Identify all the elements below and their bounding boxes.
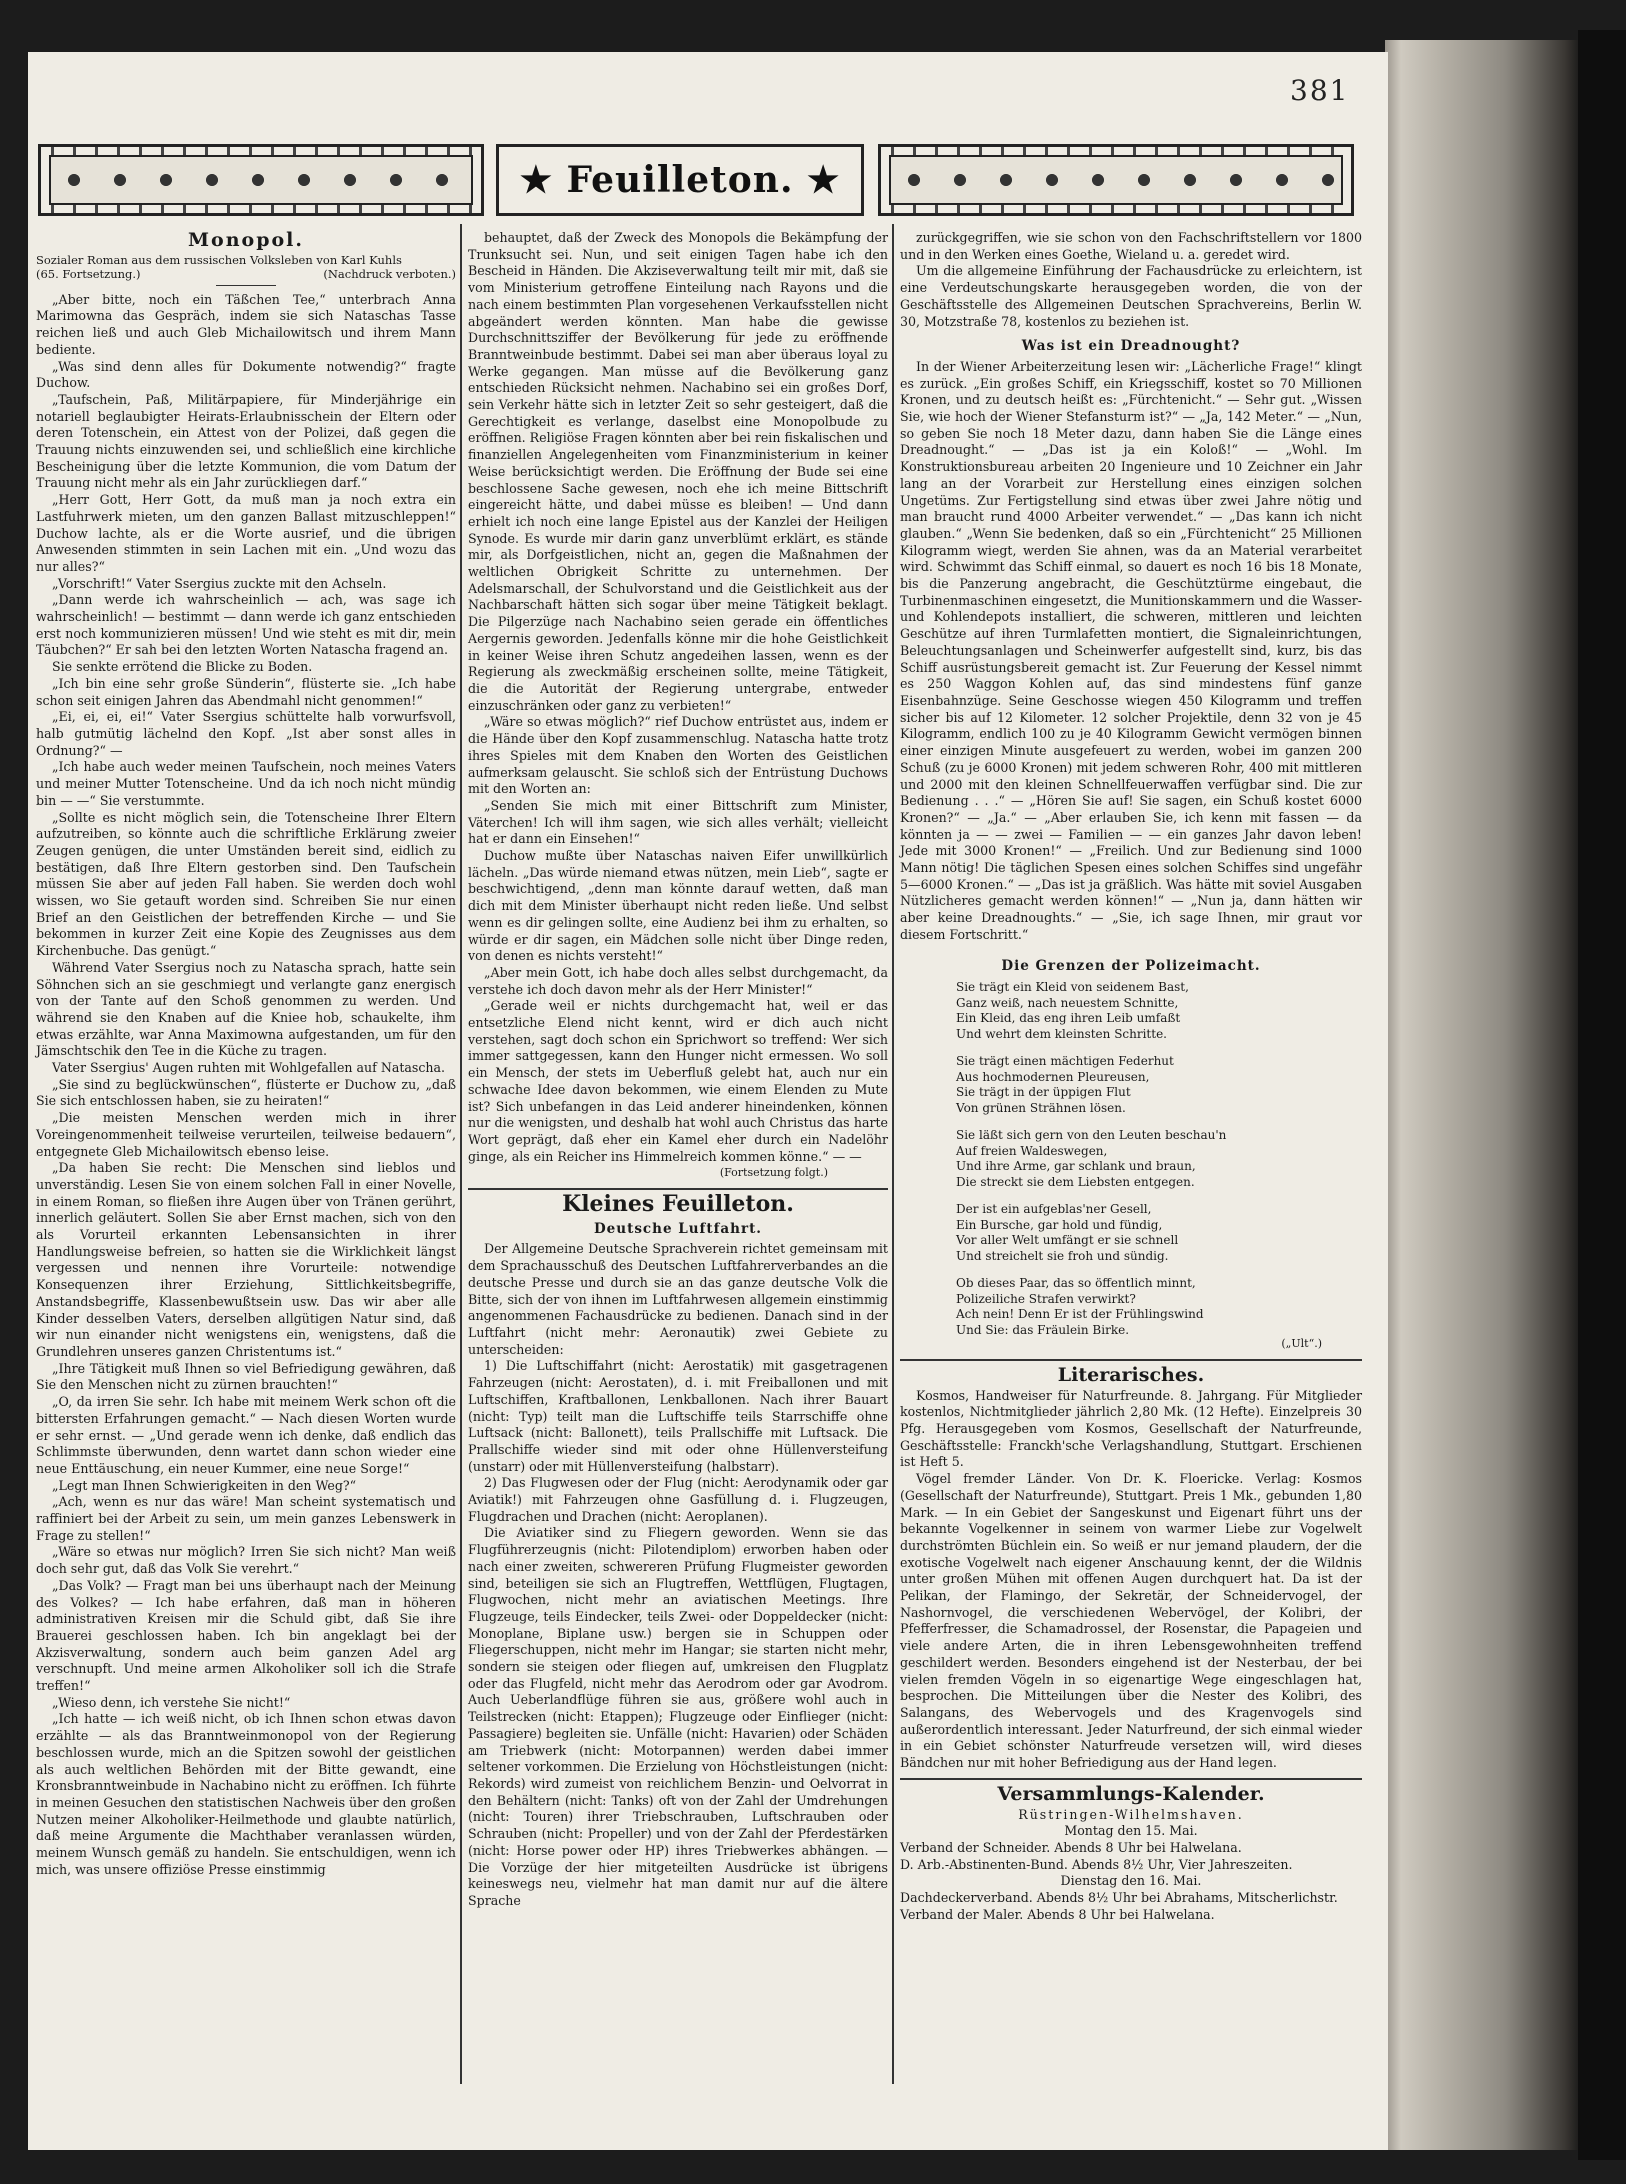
paragraph: „Ich bin eine sehr große Sünderin“, flüsterte sie. „Ich habe schon seit einigen Jahren das Abendmahl nicht genommen!“ — [36, 675, 456, 708]
paragraph: „Wäre so etwas möglich?“ rief Duchow entrüstet aus, indem er die Hände über den Kopf zusammenschlug. Natascha hatte trotz ihres Spieles mit dem Knaben den Worten des Geistlichen aufmerksam gelauscht. Sie schloß sich der Entrüstung Duchows mit den Worten an: — [468, 714, 888, 797]
poem-line: Die streckt sie dem Liebsten entgegen. — [956, 1174, 1195, 1189]
paragraph: Kosmos, Handweiser für Naturfreunde. 8. Jahrgang. Für Mitglieder kostenlos, Nichtmitglieder jährlich 2,80 Mk. (12 Hefte). Einzelpreis 30 Pfg. Herausgegeben vom Kosmos, Gesellschaft der Naturfreunde, Geschäftsstelle: Franckh'sche Verlagshandlung, Stuttgart. Erschienen ist Heft 5. — [900, 1387, 1362, 1470]
kalender-entry: Verband der Maler. Abends 8 Uhr bei Halwelana. — [900, 1906, 1215, 1922]
ornament-left — [38, 144, 484, 216]
kalender-place: Rüstringen-Wilhelmshaven. — [1018, 1806, 1244, 1822]
paragraph: „Vorschrift!“ Vater Ssergius zuckte mit den Achseln. — [52, 575, 387, 591]
poem-line: Auf freien Waldeswegen, — [956, 1143, 1108, 1158]
paragraph: „Senden Sie mich mit einer Bittschrift zum Minister, Väterchen! Ich will ihm sagen, wie sich alles verhält; vielleicht hat er dann ein Einsehen!“ — [468, 797, 888, 847]
paragraph: „Das Volk? — Fragt man bei uns überhaupt nach der Meinung des Volkes? — Ich habe erfahren, daß man in höheren administrativen Kreisen mir die Schuld gibt, daß Sie ihre Brauerei geschlossen haben. Ich bin angeklagt bei der Akzisverwaltung, sondern auch beim ganzen Adel arg verschnupft. Und meine armen Alkoholiker soll ich die Strafe treffen!“ — [36, 1577, 456, 1694]
book-edge — [1578, 30, 1626, 2160]
paragraph: zurückgegriffen, wie sie schon von den Fachschriftstellern vor 1800 und in den Werken eines Goethe, Wieland u. a. geredet wird. — [900, 230, 1362, 262]
paragraph: Sie senkte errötend die Blicke zu Boden. — [52, 659, 313, 675]
paragraph: Der Allgemeine Deutsche Sprachverein richtet gemeinsam mit dem Sprachausschuß des Deutschen Luftfahrerverbandes an die deutsche Presse und durch sie an das ganze deutsche Volk die Bitte, sich der von ihnen im Luftfahrwesen allgemein einstimmig angenommenen Fachausdrücke zu bedienen. Danach sind in der Luftfahrt (nicht mehr: Aeronautik) zwei Gebiete zu unterscheiden: — [468, 1241, 888, 1357]
banner-title: ★ Feuilleton. ★ — [519, 159, 841, 201]
paragraph: „Was sind denn alles für Dokumente notwendig?“ fragte Duchow. — [36, 358, 456, 391]
monopol-meta — [36, 267, 456, 281]
paragraph: Vater Ssergius' Augen ruhten mit Wohlgefallen auf Natascha. — [52, 1060, 446, 1076]
column-divider-2 — [892, 224, 894, 2084]
monopol-text-continued — [468, 230, 888, 1165]
kalender-day-2-items — [900, 1890, 1362, 1923]
paragraph: „Wieso denn, ich verstehe Sie nicht!“ — [52, 1694, 291, 1710]
poem-line: Und Sie: das Fräulein Birke. — [956, 1322, 1130, 1337]
kalender-entry: D. Arb.-Abstinenten-Bund. Abends 8½ Uhr, Vier Jahreszeiten. — [900, 1856, 1293, 1872]
poem-line: Und streichelt sie froh und sündig. — [956, 1248, 1169, 1263]
feuilleton-banner — [38, 144, 1348, 214]
paragraph: „Herr Gott, Herr Gott, da muß man ja noch extra ein Lastfuhrwerk mieten, um den ganzen Ballast mitzuschleppen!“ Duchow lachte, als er die Worte ausrief, und die übrigen Anwesenden stimmten in sein Lachen mit ein. „Und wozu das nur alles?“ — [36, 492, 456, 574]
poem-line: Sie läßt sich gern von den Leuten beschau'n — [956, 1128, 1227, 1143]
poem-line: Ganz weiß, nach neuestem Schnitte, — [956, 995, 1179, 1010]
paragraph: „Legt man Ihnen Schwierigkeiten in den Weg?“ — [52, 1477, 357, 1493]
section-rule — [900, 1778, 1362, 1780]
monopol-continuation: (65. Fortsetzung.) — [36, 266, 141, 281]
dreadnought-heading: Was ist ein Dreadnought? — [1021, 338, 1241, 355]
paragraph: Vögel fremder Länder. Von Dr. K. Floericke. Verlag: Kosmos (Gesellschaft der Naturfreunde), Stuttgart. Preis 1 Mk., gebunden 1,80 Mark. — In ein Gebiet der Sangeskunst und Eigenart führt uns der bekannte Vogelkenner in seinem von warmer Liebe zur Vogelwelt durchströmten Büchlein ein. So weiß er nur jemand plaudern, der die exotische Vogelwelt nach eigener Anschauung kennt, der die Wildnis unter großen Mühen mit offenen Augen durchquert hat. Da ist der Pelikan, der Flamingo, der Sekretär, der Schneidervogel, der Nashornvogel, die verschiedenen Webervögel, der Kolibri, der Pfefferfresser, die Schamadrossel, der Rosenstar, die Papageien und viele andere Arten, die in ihren Lebensgewohnheiten treffend geschildert werden. Besonders eingehend ist der Nesterbau, der bei vielen fremden Vögeln in so eigenartige Wege eingeschlagen hat, besprochen. Die Mitteilungen über die Nester des Kolibri, des Salangans, des Webervogels und des Kragenvogels sind außerordentlich interessant. Jeder Naturfreund, der sich einmal wieder in ein Gebiet schönster Naturfreude versetzen will, wird dieses Bändchen nur mit hoher Befriedigung aus der Hand legen. — [900, 1471, 1362, 1771]
poem-line: Sie trägt in der üppigen Flut — [956, 1085, 1131, 1100]
paragraph: In der Wiener Arbeiterzeitung lesen wir: „Lächerliche Frage!“ klingt es zurück. „Ein großes Schiff, ein Kriegsschiff, kostet so 70 Millionen Kronen, und zu deutsch heißt es: „Fürchtenicht.“ — Sehr gut. „Wissen Sie, wie hoch der Wiener Stefansturm ist?“ — „Ja, 142 Meter.“ — „Nun, so geben Sie noch 18 Meter dazu, dann haben Sie die Länge eines Dreadnought.“ — „Das ist ja ein Koloß!“ — „Wohl. Im Konstruktionsbureau arbeiten 20 Ingenieure und 10 Zeichner ein Jahr lang an der Vorarbeit zur Herstellung eines einzigen solchen Ungetüms. Zur Fertigstellung sind etwas über zwei Jahre nötig und man braucht rund 4000 Arbeiter verwendet.“ — „Das kann ich nicht glauben.“ „Wenn Sie bedenken, daß so ein „Fürchtenicht“ 25 Millionen Kilogramm wiegt, werden Sie ahnen, was da an Material verarbeitet wird. Schwimmt das Schiff einmal, so dauert es noch 16 bis 18 Monate, bis die Panzerung angebracht, die Geschütztürme eingebaut, die Turbinenmaschinen eingesetzt, die Munitionskammern und die Wasser- und Kohlendepots installiert, die schweren, mittleren und leichten Geschütze auf ihren Turmlafetten montiert, die Signaleinrichtungen, Beleuchtungsanlagen und Scheinwerfer aufgestellt sind, kurz, bis das Schiff ausrüstungsbereit gemacht ist. Zur Feuerung der Kessel nimmt es 250 Waggon Kohlen auf, das sind mindestens fünf ganze Eisenbahnzüge. Seine Geschosse wiegen 450 Kilogramm und treffen sicher bis auf 12 Kilometer. 12 solcher Projektile, denn 32 von je 45 Kilogramm, endlich 100 zu je 40 Kilogramm Gewicht vermögen binnen einer einzigen Minute ausgefeuert zu werden, wobei im ganzen 200 Schuß (zu je 6000 Kronen) mit jedem schweren Rohr, 400 mit mittleren und 2000 mit den kleinen Schnellfeuerwaffen verfügbar sind. Die zur Bedienung . . .“ — „Hören Sie auf! Sie sagen, ein Schuß kostet 6000 Kronen?“ — „Ja.“ — „Aber erlauben Sie, ich kenn mit fassen — da könnten ja — — zwei — Familien — — ein ganzes Jahr davon leben! Jede mit 3000 Kronen!“ — „Freilich. Und zur Bedienung sind 1000 Mann nötig! Die täglichen Spesen eines solchen Schiffes sind ungefähr 5—6000 Kronen.“ — „Das ist ja gräßlich. Was hätte mit soviel Ausgaben Nützlicheres gemacht werden können!“ — „Nun ja, dann hätten wir aber keine Dreadnoughts.“ — „Sie, ich sage Ihnen, mir graut vor diesem Fortschritt.“ — [900, 358, 1362, 942]
poem-line: Von grünen Strähnen lösen. — [956, 1100, 1126, 1115]
paragraph: „Ei, ei, ei, ei!“ Vater Ssergius schüttelte halb vorwurfsvoll, halb gutmütig lächelnd den Kopf. „Ist aber sonst alles in Ordnung?“ — — [36, 709, 456, 758]
paragraph: Duchow mußte über Nataschas naiven Eifer unwillkürlich lächeln. „Das würde niemand etwas nützen, mein Lieb“, sagte er beschwichtigend, „denn man könnte darauf wetten, daß man dich mit dem Minister überhaupt nicht reden ließe. Und selbst wenn es dir gelingen sollte, eine Audienz bei ihm zu erhalten, so würde er dir sagen, ein Mädchen solle nicht über Dinge reden, von denen es nichts versteht!“ — [468, 848, 888, 964]
luftfahrt-text-continued — [900, 230, 1362, 330]
kalender-entry: Dachdeckerverband. Abends 8½ Uhr bei Abrahams, Mitscherlichstr. — [900, 1890, 1338, 1906]
luftfahrt-text — [468, 1241, 888, 1909]
poem-line: Und wehrt dem kleinsten Schritte. — [956, 1026, 1167, 1041]
poem-line: Ach nein! Denn Er ist der Frühlingswind — [956, 1307, 1204, 1322]
paragraph: „Wäre so etwas nur möglich? Irren Sie sich nicht? Man weiß doch sehr gut, daß das Volk Sie verehrt.“ — [36, 1544, 456, 1577]
poem-line: Und ihre Arme, gar schlank und braun, — [956, 1159, 1196, 1174]
paragraph: „Aber bitte, noch ein Täßchen Tee,“ unterbrach Anna Marimowna das Gespräch, indem sie sich Nataschas Tasse reichen ließ und auch Gleb Michailowitsch und ihrem Mann bediente. — [36, 291, 456, 357]
newspaper-page — [28, 52, 1388, 2150]
paragraph: „Die meisten Menschen werden mich in ihrer Voreingenommenheit teilweise verurteilen, teilweise bedauern“, entgegnete Gleb Michailowitsch ebenso leise. — [36, 1110, 456, 1159]
poem-line: Aus hochmodernen Pleureusen, — [956, 1069, 1150, 1084]
poem-line: Vor aller Welt umfängt er sie schnell — [956, 1233, 1179, 1248]
paragraph: „Aber mein Gott, ich habe doch alles selbst durchgemacht, da verstehe ich doch davon mehr als der Herr Minister!“ — [468, 964, 888, 997]
poem-line: Sie trägt einen mächtigen Federhut — [956, 1054, 1174, 1069]
kalender-day-1: Montag den 15. Mai. — [1064, 1823, 1198, 1839]
poem-stanza — [956, 1202, 1362, 1264]
kalender-day-1-items — [900, 1840, 1362, 1873]
monopol-copyright: (Nachdruck verboten.) — [323, 266, 456, 281]
kalender-day-2: Dienstag den 16. Mai. — [1060, 1873, 1202, 1889]
monopol-text — [36, 292, 456, 1879]
paragraph: behauptet, daß der Zweck des Monopols die Bekämpfung der Trunksucht sei. Nun, und seit einigen Tagen habe ich den Bescheid in Händen. Die Akziseverwaltung teilt mir mit, daß sie vom Ministerium getroffene Einteilung nach Rayons und die nach einem bestimmten Plan vorgesehenen Verkaufsstellen nicht abgeändert werden könnten. Man habe die gewisse Durchschnittsziffer der Bevölkerung für jede zu eröffnende Branntweinbude bestimmt. Dabei sei man aber überaus loyal zu Werke gegangen. Man müsse auf die Bevölkerung ganz entschieden Rücksicht nehmen. Nachabino sei ein großes Dorf, sein Verkehr hätte sich in letzter Zeit so sehr gesteigert, daß die Gerechtigkeit es verlange, daselbst eine Monopolbude zu eröffnen. Religiöse Fragen könnten aber bei rein fiskalischen und finanziellen Angelegenheiten vom Finanzministerium in keiner Weise berücksichtigt werden. Die Eröffnung der Bude sei eine beschlossene Sache gewesen, noch ehe ich meine Bittschrift eingereicht hätte, und dabei müsse es bleiben! — Und dann erhielt ich noch eine lange Epistel aus der Kanzlei der Heiligen Synode. Es wurde mir darin ganz unverblümt erklärt, es stände mir, als Dorfgeistlichen, nicht an, gegen die Maßnahmen der weltlichen Obrigkeit Schritte zu unternehmen. Der Adelsmarschall, der Schulvorstand und die Geistlichkeit aus der Nachbarschaft hätten sich sogar über meine Tätigkeit beklagt. Die Pilgerzüge nach Nachabino seien gerade ein öffentliches Aergernis geworden. Jedenfalls könne mir die hohe Geistlichkeit in keiner Weise ihren Schutz angedeihen lassen, wenn es der Regierung als zweckmäßig erscheinen sollte, meine Tätigkeit, die die Autorität der Regierung untergrabe, entweder einzuschränken oder ganz zu verbieten!“ — [468, 230, 888, 713]
paragraph: „Sie sind zu beglückwünschen“, flüsterte er Duchow zu, „daß Sie sich entschlossen haben, sie zu heiraten!“ — [36, 1076, 456, 1109]
paragraph: Während Vater Ssergius noch zu Natascha sprach, hatte sein Söhnchen sich an sie geschmiegt und verlangte ganz energisch von der Tante auf den Schoß genommen zu werden. Und während sie den Knaben auf die Kniee hob, schaukelte, ihm etwas erzählte, war Anna Maximowna aufgestanden, um für den Jämschtschik den Tee in die Küche zu tragen. — [36, 959, 456, 1059]
poem-line: Sie trägt ein Kleid von seidenem Bast, — [956, 980, 1189, 995]
fortsetzung-note: (Fortsetzung folgt.) — [719, 1166, 828, 1180]
poem-signature: („Ult“.) — [1281, 1337, 1322, 1351]
paragraph: „Dann werde ich wahrscheinlich — ach, was sage ich wahrscheinlich! — bestimmt — dann werde ich ganz entschieden erst noch kommunizieren müssen! Und wie steht es mit dir, mein Täubchen?“ Er sah bei den letzten Worten Natascha fragend an. — [36, 592, 456, 658]
paragraph: Um die allgemeine Einführung der Fachausdrücke zu erleichtern, ist eine Verdeutschungskarte herausgegeben worden, die von der Geschäftsstelle des Allgemeinen Deutschen Sprachvereins, Berlin W. 30, Motzstraße 78, kostenlos zu beziehen ist. — [900, 263, 1362, 329]
column-2 — [468, 230, 888, 1910]
literarisches-text — [900, 1388, 1362, 1772]
page-number: 381 — [1290, 74, 1350, 107]
poem-stanza — [956, 1276, 1362, 1338]
paragraph: „Da haben Sie recht: Die Menschen sind lieblos und unverständig. Lesen Sie von einem solchen Fall in einer Novelle, in einem Roman, so fließen ihre Augen über von Tränen gerührt, innerlich geläutert. Sollen Sie aber Ernst machen, sich von den als Vorurteil erkannten Lebensansichten in ihrer Handlungsweise befreien, so hatten sie die Wirklichkeit längst vergessen und nennen ihre Vorurteile: notwendige Konsequenzen ihrer Erziehung, Sittlichkeitsbegriffe, Anstandsbegriffe, Klassenbewußtsein usw. Das wir aber alle Kinder desselben Vaters, derselben allgütigen Natur sind, daß wir nun einander nicht wenigstens ein, wenigstens, daß die Grundlehren unseres ganzen Christentums ist.“ — [36, 1160, 456, 1359]
column-divider-1 — [460, 224, 462, 2084]
poem-line: Ob dieses Paar, das so öffentlich minnt, — [956, 1276, 1196, 1291]
poem-stanza — [956, 980, 1362, 1042]
paragraph: „Gerade weil er nichts durchgemacht hat, weil er das entsetzliche Elend nicht kennt, wird er dich auch nicht verstehen, sagt doch schon ein Sprichwort so treffend: Wer sich immer sattgegessen, kann den Hunger nicht ermessen. Wo soll ein Mensch, der stets im Ueberfluß gelebt hat, auch nur ein schwache Idee davon bekommen, wie einem Elenden zu Mute ist? Sich unbefangen in das Leid anderer hineindenken, können nur die wenigsten, und deshalb hat wohl auch Christus das harte Wort geprägt, daß eher ein Kamel eher durch ein Nadelöhr ginge, als ein Reicher ins Himmelreich kommen könne.“ — — — [468, 998, 888, 1164]
paragraph: „O, da irren Sie sehr. Ich habe mit meinem Werk schon oft die bittersten Erfahrungen gemacht.“ — Nach diesen Worten wurde er sehr ernst. — „Und gerade wenn ich denke, daß endlich das Schlimmste überwunden, denn wartet dann schon wieder eine neue Enttäuschung, ein neuer Kummer, eine neue Sorge!“ — [36, 1394, 456, 1476]
kleines-feuilleton-heading: Kleines Feuilleton. — [562, 1191, 794, 1218]
literarisches-heading: Literarisches. — [1057, 1363, 1205, 1386]
paragraph: „Taufschein, Paß, Militärpapiere, für Minderjährige ein notariell beglaubigter Heirats-Erlaubnisschein der Eltern oder deren Totenschein, ein Attest von der Polizei, daß gegen die Trauung nichts einzuwenden sei, und schließlich eine kirchliche Bescheinigung über die letzte Kommunion, die vom Datum der Trauung nicht mehr als ein Jahr zurückliegen darf.“ — [36, 391, 456, 491]
poem-stanza — [956, 1128, 1362, 1190]
paragraph: „Ich hatte — ich weiß nicht, ob ich Ihnen schon etwas davon erzählte — als das Branntweinmonopol von der Regierung beschlossen wurde, mich an die Spitzen sowohl der geistlichen als auch weltlichen Behörden mit der Bitte gewandt, eine Kronsbranntweinbude in Nachabino nicht zu eröffnen. Ich führte in meinen Gesuchen den statistischen Nachweis über den großen Nutzen meiner Alkoholiker-Heilmethode und glaubte natürlich, daß meine Argumente die Machthaber veranlassen würden, meinem Wunsch gemäß zu handeln. Sie entschuldigen, wenn ich mich, was unsere offiziöse Presse einstimmig — [36, 1711, 456, 1877]
kalender-entry: Verband der Schneider. Abends 8 Uhr bei Halwelana. — [900, 1839, 1242, 1855]
poem-line: Der ist ein aufgeblas'ner Gesell, — [956, 1202, 1152, 1217]
paragraph: 1) Die Luftschiffahrt (nicht: Aerostatik) mit gasgetragenen Fahrzeugen (nicht: Aerostaten), d. i. mit Freiballonen und mit Luftschiffen, Kraftballonen, Lenkballonen. Nach ihrer Bauart (nicht: Typ) teilt man die Luftschiffe teils Starrschiffe ohne Luftsack (nicht: Ballonett), teils Prallschiffe mit Luftsack. Die Prallschiffe wieder sind mit oder ohne Hüllenversteifung (unstarr) oder mit Hüllenversteifung (halbstarr). — [468, 1358, 888, 1474]
paragraph: „Sollte es nicht möglich sein, die Totenscheine Ihrer Eltern aufzutreiben, so könnte auch die schriftliche Erklärung zweier Zeugen genügen, die unter Umständen bereit sind, eidlich zu bestätigen, daß Ihre Eltern gestorben sind. Den Taufschein müssen Sie aber auf jeden Fall haben. Sie werden doch wohl wissen, wo Sie getauft worden sind. Schreiben Sie nur einen Brief an den Geistlichen der betreffenden Kirche — und Sie bekommen in kurzer Zeit eine Kopie des Zeugnisses aus dem Kirchenbuche. Das genügt.“ — [36, 809, 456, 959]
luftfahrt-heading: Deutsche Luftfahrt. — [593, 1220, 763, 1237]
book-binding — [1385, 40, 1585, 2150]
paragraph: „Ach, wenn es nur das wäre! Man scheint systematisch und raffiniert bei der Arbeit zu sein, um mein ganzes Lebenswerk in Frage zu stellen!“ — [36, 1494, 456, 1543]
banner-title-box — [496, 144, 864, 216]
poem-stanza — [956, 1054, 1362, 1116]
polizei-heading: Die Grenzen der Polizeimacht. — [1001, 957, 1261, 974]
paragraph: „Ihre Tätigkeit muß Ihnen so viel Befriedigung gewähren, daß Sie den Menschen nicht zu zürnen brauchten!“ — [36, 1360, 456, 1393]
poem-line: Ein Bursche, gar hold und fündig, — [956, 1217, 1163, 1232]
column-1 — [36, 230, 456, 1879]
paragraph: Die Aviatiker sind zu Fliegern geworden. Wenn sie das Flugführerzeugnis (nicht: Pilotendiplom) erworben haben oder nach einer zweiten, schwereren Prüfung Flugmeister geworden sind, beteiligen sie sich an Flugtreffen, Wettflügen, Flugtagen, Flugwochen, nicht mehr an aviatischen Meetings. Ihre Flugzeuge, teils Eindecker, teils Zwei- oder Doppeldecker (nicht: Monoplane, Biplane usw.) bergen sie in Schuppen oder Fliegerschuppen, nicht mehr im Hangar; sie starten nicht mehr, sondern sie steigen oder fliegen auf, umkreisen den Flugplatz oder das Flugfeld, nicht mehr das Aerodrom oder gar Avodrom. Auch Ueberlandflüge führen sie aus, größere wohl auch in Teilstrecken (nicht: Etappen); Flugzeuge oder Einflieger (nicht: Passagiere) begleiten sie. Unfälle (nicht: Havarien) oder Schäden am Triebwerk (nicht: Motorpannen) werden dabei immer seltener vorkommen. Die Erzielung von Höchstleistungen (nicht: Rekords) wird zumeist von reichlichem Benzin- und Oelvorrat in den Behältern (nicht: Tanks) oft von der Zahl der Umdrehungen (nicht: Touren) ihrer Triebschrauben, Luftschrauben oder Schrauben (nicht: Propeller) und von der Zahl der Pferdestärken (nicht: Horse power oder HP) ihres Triebwerkes abhängen. — Die Vorzüge der hier mitgeteilten Ausdrücke ist übrigens keineswegs neu, vielmehr hat man damit nur auf die ältere Sprache — [468, 1525, 888, 1908]
poem-line: Ein Kleid, das eng ihren Leib umfaßt — [956, 1011, 1181, 1026]
poem-line: Polizeiliche Strafen verwirkt? — [956, 1291, 1136, 1306]
section-rule — [900, 1359, 1362, 1361]
kalender-heading: Versammlungs-Kalender. — [997, 1782, 1265, 1805]
paragraph: „Ich habe auch weder meinen Taufschein, noch meines Vaters und meiner Mutter Totenscheine. Und da ich noch nicht mündig bin — —“ Sie verstummte. — [36, 759, 456, 808]
monopol-subtitle: Sozialer Roman aus dem russischen Volksleben von Karl Kuhls — [36, 252, 402, 267]
monopol-heading: Monopol. — [188, 229, 304, 251]
paragraph: 2) Das Flugwesen oder der Flug (nicht: Aerodynamik oder gar Aviatik!) mit Fahrzeugen ohne Gasfüllung d. i. Flugzeugen, Flugdrachen und Drachen (nicht: Aeroplanen). — [468, 1475, 888, 1524]
column-3 — [900, 230, 1362, 1923]
polizei-poem — [956, 980, 1362, 1338]
dreadnought-text — [900, 359, 1362, 944]
ornament-right — [878, 144, 1354, 216]
section-rule — [468, 1188, 888, 1190]
